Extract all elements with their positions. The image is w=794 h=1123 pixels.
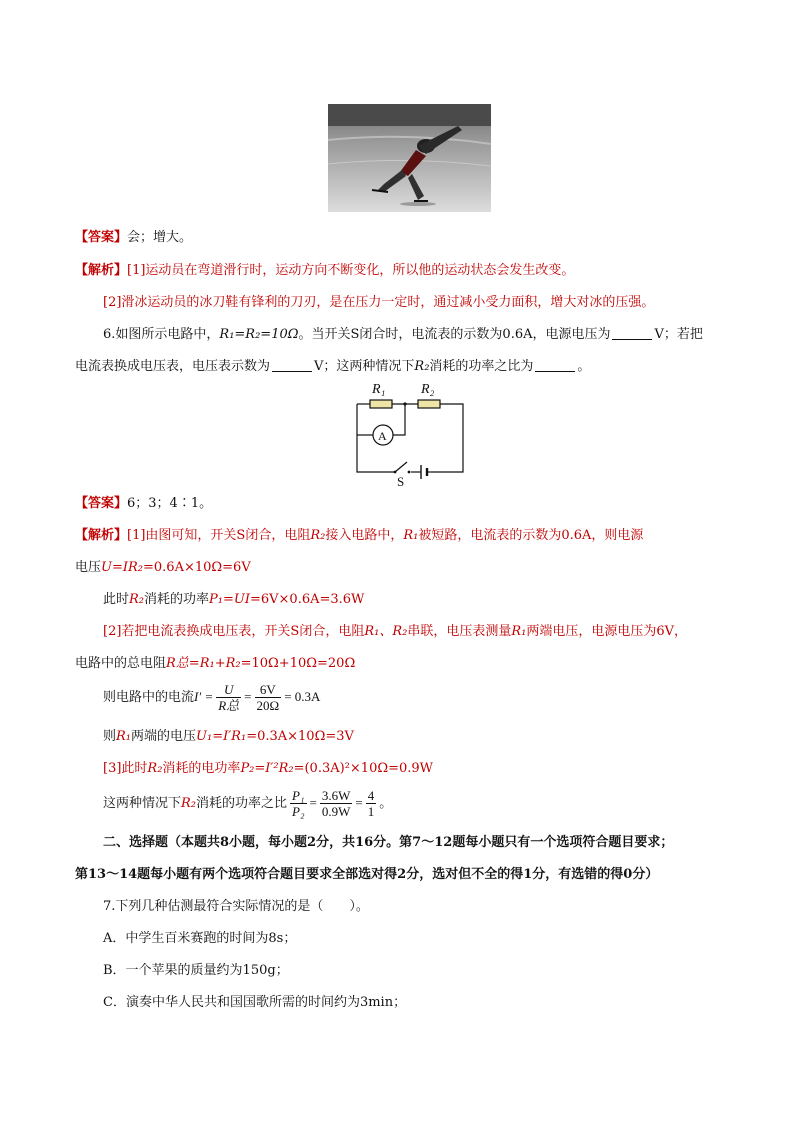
- switch-label: S: [397, 474, 405, 486]
- q6-stem-d: 电流表换成电压表，电压表示数为: [75, 359, 271, 374]
- resistor-r1: [370, 400, 392, 408]
- q7-stem: 7.下列几种估测最符合实际情况的是（ ）。: [103, 899, 369, 914]
- q6-analysis-7: 则R₁两端的电压U₁=I′R₁=0.3A×10Ω=3V: [103, 729, 354, 744]
- q6-stem-line1: [103, 326, 703, 344]
- fraction-u-over-r: $\frac{U}{\text{R总}}$: [218, 682, 240, 713]
- fraction-6v-over-20ohm: $\frac{6V}{20\Omega}$: [256, 682, 280, 713]
- q6-analysis-9: 这两种情况下R₂消耗的功率之比 $\frac{\text{P₁}}{\text{P₂}}$ = $\frac{3.6W}{0.9W}$ = $\frac{4}{1}$ 。: [103, 788, 393, 819]
- q6-analysis-1: 【解析】[1]由图可知，开关S闭合，电阻R₂接入电路中，R₁被短路，电流表的示数为0.6A，则电源: [75, 528, 644, 543]
- q5-analysis-2-text: [2]滑冰运动员的冰刀鞋有锋利的刀刃，是在压力一定时，通过减小受力面积，增大对冰的压强。: [103, 295, 655, 310]
- q5-answer: [75, 229, 192, 247]
- speed-skater-photo: [328, 104, 491, 212]
- r1-label: R₁: [372, 382, 386, 397]
- q7-option-b: B．一个苹果的质量约为150g；: [103, 963, 289, 978]
- fraction-4-over-1: $\frac{4}{1}$: [367, 788, 375, 819]
- analysis-label: 【解析】: [75, 263, 128, 278]
- q6-stem-e: V；这两种情况下: [314, 359, 415, 374]
- circuit-diagram: [345, 376, 475, 486]
- q5-analysis-1: [75, 262, 574, 280]
- q6-stem-r2: R₂: [414, 359, 430, 374]
- q6-blank-3: [535, 359, 575, 372]
- fraction-p1-over-p2: $\frac{\text{P₁}}{\text{P₂}}$: [292, 788, 305, 819]
- q6-analysis-2: 电压U=IR₂=0.6A×10Ω=6V: [75, 560, 251, 575]
- q6-stem-c: V；若把: [654, 327, 703, 342]
- ammeter-label: A: [378, 429, 387, 443]
- r2-label: R₂: [421, 382, 435, 397]
- q6-stem-r: R₁=R₂=10Ω: [219, 327, 299, 342]
- q6-analysis-3: 此时R₂消耗的功率P₁=UI=6V×0.6A=3.6W: [103, 592, 365, 607]
- q5-analysis-1-text: [1]运动员在弯道滑行时，运动方向不断变化，所以他的运动状态会发生改变。: [127, 263, 575, 278]
- q7-option-a: A．中学生百米赛跑的时间为8s；: [103, 931, 297, 946]
- section2-heading-1: 二、选择题（本题共8小题，每小题2分，共16分。第7～12题每小题只有一个选项符合题目要求；: [103, 835, 674, 850]
- q6-analysis-6: 则电路中的电流I′ = $\frac{U}{\text{R总}}$ = $\frac{6V}{20\Omega}$ = 0.3A: [103, 682, 321, 713]
- resistor-r2: [418, 400, 440, 408]
- q7-option-c: C．演奏中华人民共和国国歌所需的时间约为3min；: [103, 995, 407, 1010]
- q5-answer-text: 会；增大。: [127, 230, 193, 245]
- q6-stem-f: 消耗的功率之比为: [429, 359, 534, 374]
- q5-analysis-2: [103, 294, 654, 312]
- q6-stem-b: 。当开关S闭合时，电流表的示数为0.6A，电源电压为: [298, 327, 611, 342]
- analysis-label: 【解析】: [75, 528, 128, 543]
- q6-blank-1: [612, 327, 652, 340]
- q6-blank-2: [272, 359, 312, 372]
- q6-analysis-4: [2]若把电流表换成电压表，开关S闭合，电阻R₁、R₂串联，电压表测量R₁两端电压，电源电压为6V，: [103, 624, 688, 639]
- fraction-3-6w-over-0-9w: $\frac{3.6W}{0.9W}$: [321, 788, 351, 819]
- q6-stem-g: 。: [577, 359, 591, 374]
- switch-s: [395, 462, 407, 472]
- q6-analysis-8: [3]此时R₂消耗的电功率P₂=I′²R₂=(0.3A)²×10Ω=0.9W: [103, 761, 434, 776]
- q6-stem-line2: [75, 358, 590, 376]
- answer-label: 【答案】: [75, 496, 128, 511]
- q6-answer-text: 6；3；4∶1。: [127, 496, 213, 511]
- section2-heading-2: 第13～14题每小题有两个选项符合题目要求全部选对得2分，选对但不全的得1分，有选错的得0分）: [75, 867, 659, 882]
- answer-label: 【答案】: [75, 230, 128, 245]
- q6-answer: [75, 495, 212, 513]
- q6-stem-a: 6.如图所示电路中，: [103, 327, 220, 342]
- q6-analysis-5: 电路中的总电阻R总=R₁+R₂=10Ω+10Ω=20Ω: [75, 656, 356, 671]
